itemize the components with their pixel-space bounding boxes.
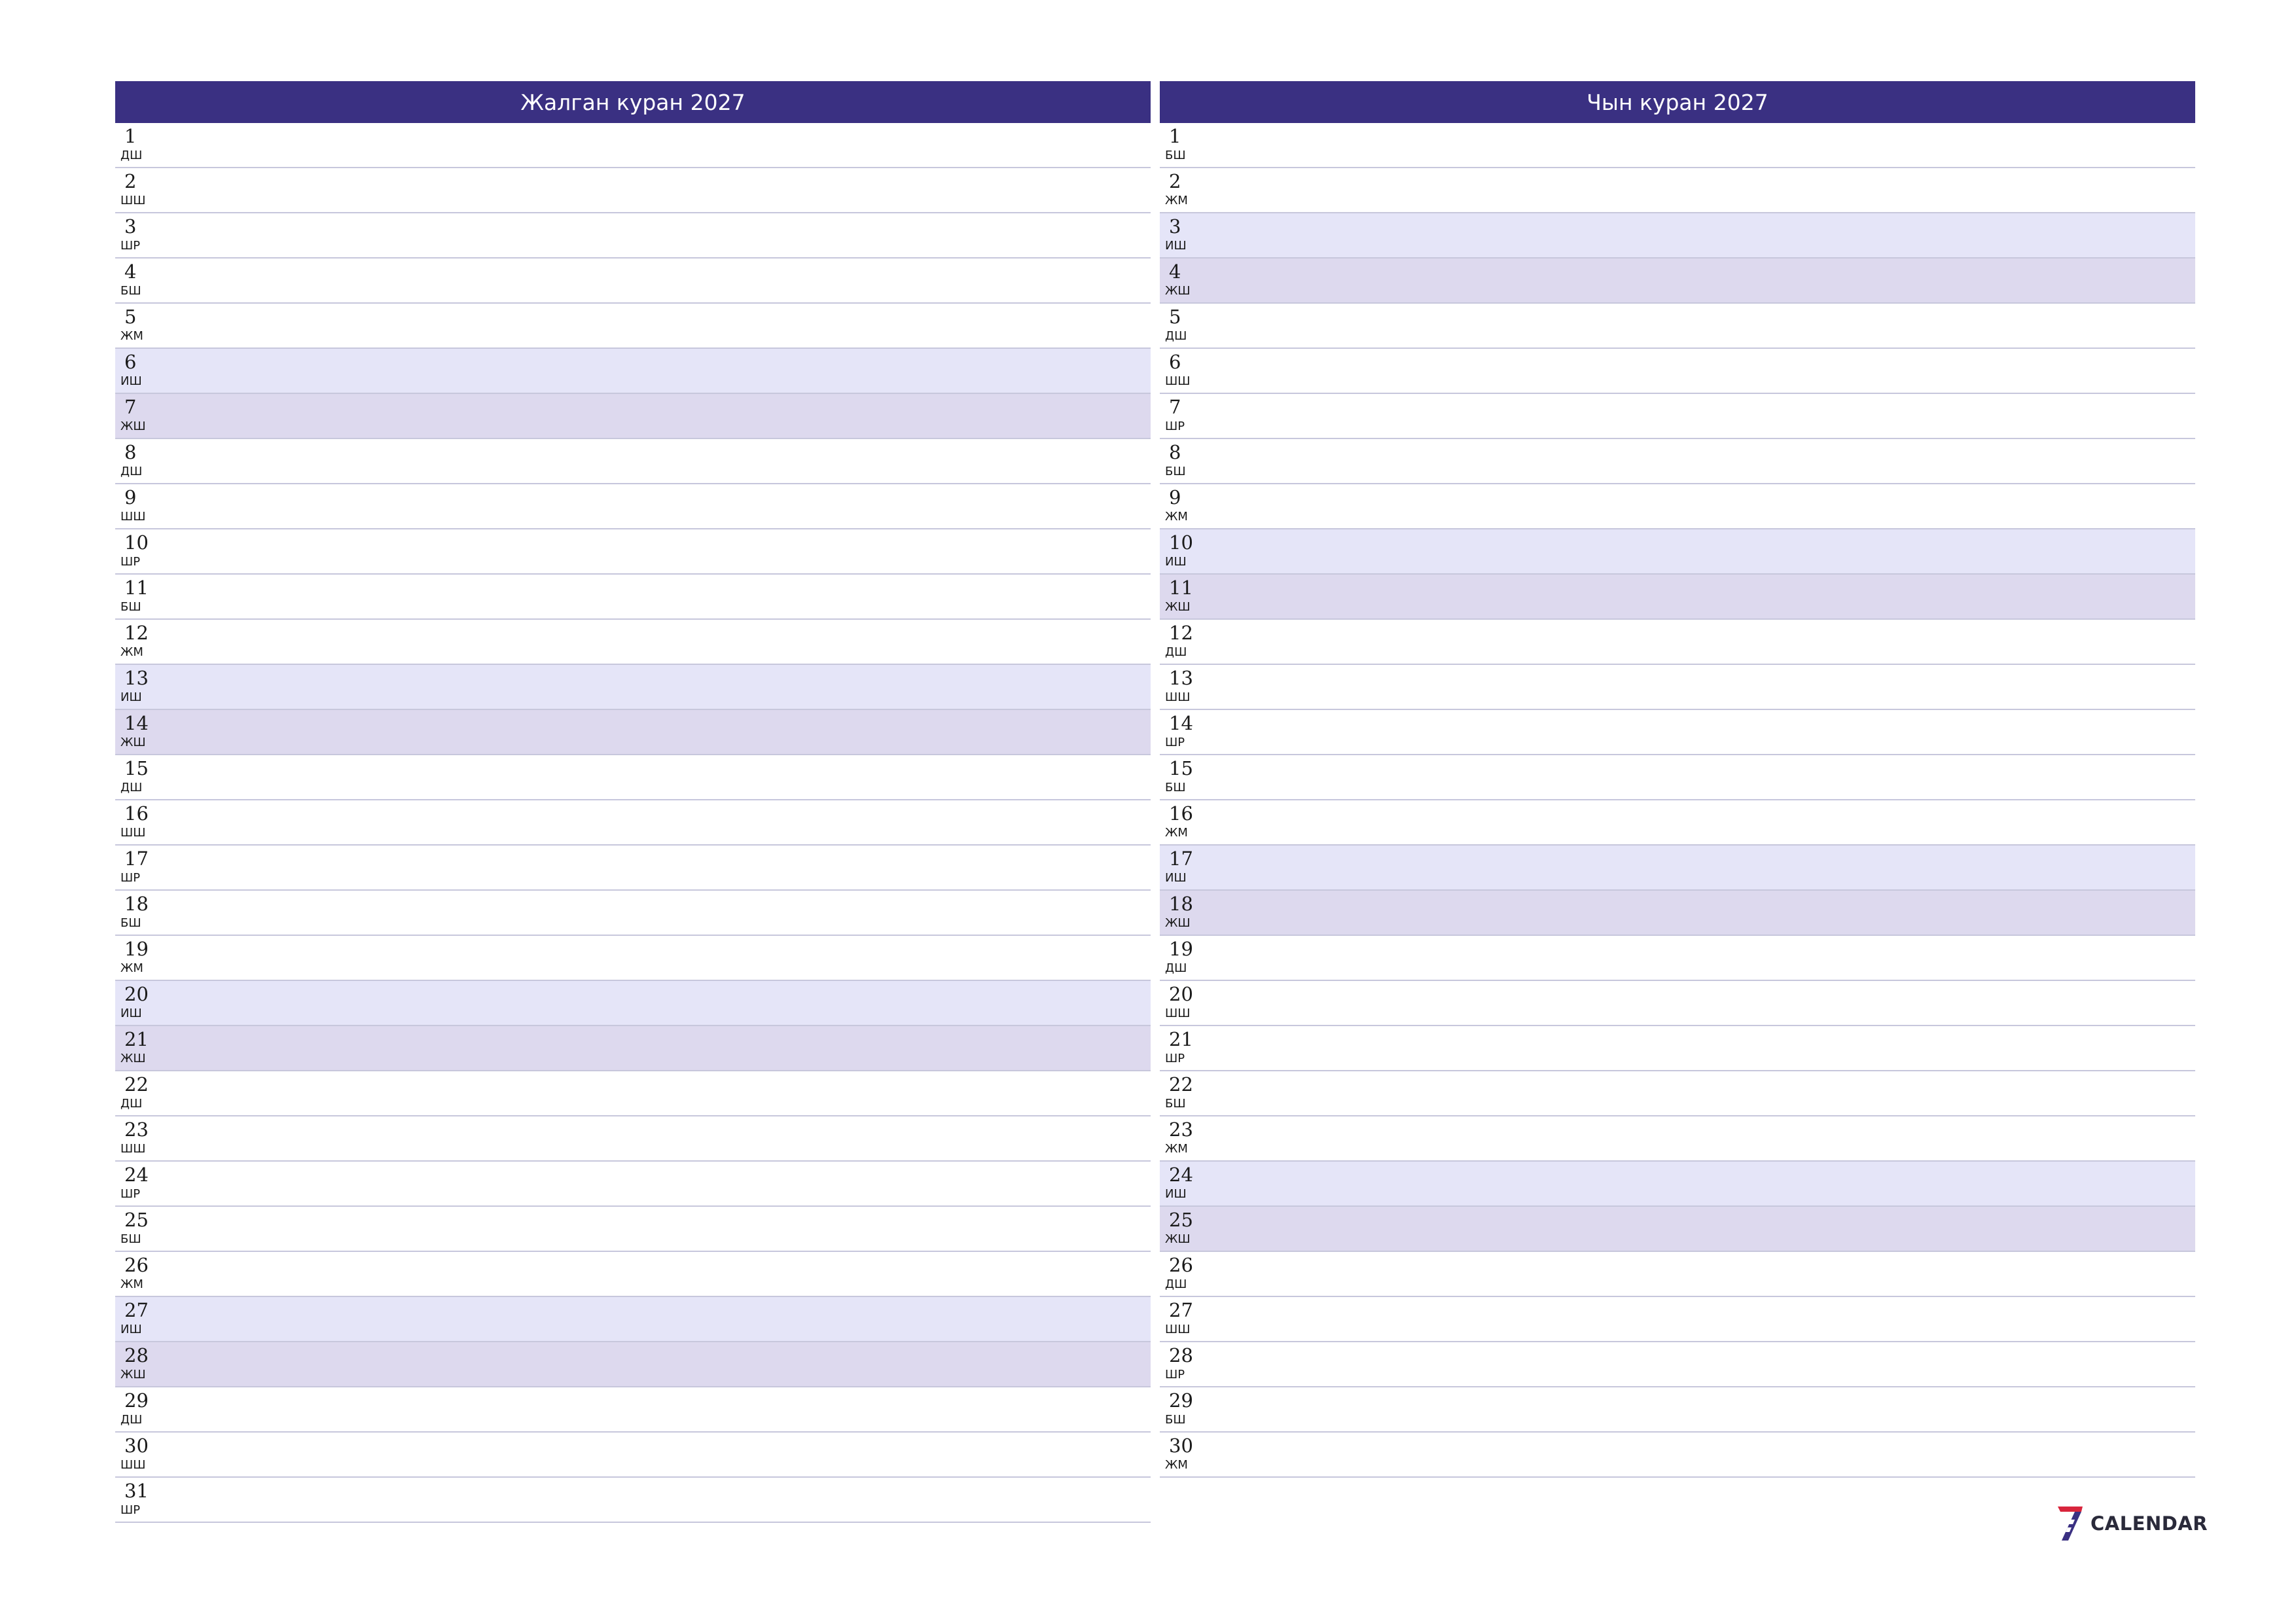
weekday-abbreviation: ИШ [1165,1187,1187,1201]
day-number: 8 [124,441,137,463]
day-number: 31 [124,1480,149,1502]
day-row [115,529,1151,575]
day-number: 7 [124,396,137,418]
weekday-abbreviation: ЖШ [120,419,146,433]
weekday-abbreviation: ДШ [1165,645,1187,659]
day-row [1160,439,2195,484]
day-row [1160,620,2195,665]
weekday-abbreviation: ШР [120,239,141,253]
weekday-abbreviation: ШШ [1165,1323,1191,1336]
day-number: 3 [124,215,137,238]
day-row [115,439,1151,484]
day-row [115,123,1151,168]
day-number: 5 [1169,306,1181,328]
day-row [115,304,1151,349]
weekday-abbreviation: БШ [120,600,141,614]
day-number: 25 [124,1209,149,1231]
day-row [1160,936,2195,981]
weekday-abbreviation: ЖМ [1165,510,1188,524]
day-row [1160,710,2195,755]
logo-text: CALENDAR [2090,1512,2208,1535]
day-row [115,665,1151,710]
day-row [115,1387,1151,1433]
day-row [1160,891,2195,936]
weekday-abbreviation: ШШ [120,1458,146,1472]
day-number: 28 [1169,1344,1193,1366]
day-number: 21 [124,1028,149,1050]
day-number: 19 [124,938,149,960]
day-row [1160,800,2195,846]
weekday-abbreviation: ШР [1165,419,1185,433]
weekday-abbreviation: ШШ [1165,374,1191,388]
day-number: 29 [1169,1389,1193,1412]
day-row [1160,1026,2195,1071]
weekday-abbreviation: ИШ [120,374,142,388]
weekday-abbreviation: ШШ [1165,690,1191,704]
day-number: 20 [124,983,149,1005]
weekday-abbreviation: ШШ [120,826,146,840]
day-row [1160,1297,2195,1342]
weekday-abbreviation: ДШ [120,1413,143,1427]
day-list [115,123,1151,1523]
day-number: 1 [1169,125,1181,147]
day-row [115,168,1151,213]
day-row [1160,259,2195,304]
day-number: 20 [1169,983,1193,1005]
weekday-abbreviation: ШР [1165,736,1185,749]
weekday-abbreviation: ЖШ [1165,1232,1191,1246]
day-number: 14 [1169,712,1193,734]
weekday-abbreviation: ЖШ [1165,600,1191,614]
day-row [1160,665,2195,710]
weekday-abbreviation: ШШ [120,510,146,524]
weekday-abbreviation: ЖМ [120,645,143,659]
day-number: 17 [124,847,149,870]
day-row [1160,755,2195,800]
day-number: 2 [124,170,137,192]
day-row [1160,981,2195,1026]
day-number: 11 [1169,577,1193,599]
weekday-abbreviation: ДШ [120,781,143,794]
day-number: 14 [124,712,149,734]
day-row [1160,394,2195,439]
day-number: 15 [1169,757,1193,779]
day-number: 1 [124,125,137,147]
weekday-abbreviation: ДШ [1165,1277,1187,1291]
day-number: 21 [1169,1028,1193,1050]
day-row [115,259,1151,304]
weekday-abbreviation: ШР [120,555,141,569]
day-number: 7 [1169,396,1181,418]
day-row [1160,213,2195,259]
weekday-abbreviation: ЖМ [1165,1458,1188,1472]
day-row [115,1433,1151,1478]
day-row [115,981,1151,1026]
day-row [115,1207,1151,1252]
weekday-abbreviation: ЖМ [120,1277,143,1291]
day-row [115,1071,1151,1116]
day-number: 28 [124,1344,149,1366]
day-number: 5 [124,306,137,328]
day-row [115,1297,1151,1342]
weekday-abbreviation: ЖШ [1165,916,1191,930]
weekday-abbreviation: ШШ [120,1142,146,1156]
day-list [1160,123,2195,1478]
day-row [115,1478,1151,1523]
day-number: 29 [124,1389,149,1412]
day-row [1160,484,2195,529]
day-row [115,349,1151,394]
day-number: 18 [124,893,149,915]
weekday-abbreviation: ШР [1165,1368,1185,1382]
weekday-abbreviation: ШР [1165,1052,1185,1065]
day-row [115,891,1151,936]
day-number: 22 [1169,1073,1193,1096]
day-number: 16 [1169,802,1193,825]
weekday-abbreviation: БШ [120,284,141,298]
day-row [1160,1071,2195,1116]
brand-logo [2055,1505,2208,1542]
weekday-abbreviation: ИШ [1165,871,1187,885]
weekday-abbreviation: ИШ [1165,555,1187,569]
weekday-abbreviation: ДШ [1165,329,1187,343]
day-row [1160,1162,2195,1207]
day-number: 26 [1169,1254,1193,1276]
day-number: 9 [1169,486,1181,508]
weekday-abbreviation: ЖМ [1165,826,1188,840]
weekday-abbreviation: ДШ [120,149,143,162]
day-row [1160,1207,2195,1252]
day-number: 24 [1169,1164,1193,1186]
day-number: 23 [124,1118,149,1141]
weekday-abbreviation: ДШ [120,1097,143,1111]
day-number: 6 [124,351,137,373]
day-number: 13 [1169,667,1193,689]
month-title: Жалган куран 2027 [115,81,1151,123]
day-row [1160,168,2195,213]
day-row [115,1116,1151,1162]
day-number: 22 [124,1073,149,1096]
weekday-abbreviation: ИШ [120,690,142,704]
weekday-abbreviation: ЖМ [1165,1142,1188,1156]
day-number: 15 [124,757,149,779]
day-number: 26 [124,1254,149,1276]
weekday-abbreviation: БШ [1165,149,1186,162]
day-number: 17 [1169,847,1193,870]
weekday-abbreviation: ИШ [120,1007,142,1020]
day-row [115,846,1151,891]
weekday-abbreviation: ЖШ [120,1052,146,1065]
day-number: 6 [1169,351,1181,373]
day-number: 30 [1169,1435,1193,1457]
weekday-abbreviation: ЖШ [1165,284,1191,298]
seven-calendar-logo-icon [2055,1505,2084,1542]
day-row [115,755,1151,800]
day-row [115,710,1151,755]
day-number: 10 [124,531,149,554]
day-number: 4 [124,260,137,283]
day-number: 24 [124,1164,149,1186]
day-number: 19 [1169,938,1193,960]
weekday-abbreviation: ДШ [1165,961,1187,975]
day-number: 27 [1169,1299,1193,1321]
day-number: 12 [124,622,149,644]
day-row [1160,529,2195,575]
day-row [115,800,1151,846]
day-row [1160,1387,2195,1433]
day-row [1160,1342,2195,1387]
weekday-abbreviation: ИШ [1165,239,1187,253]
weekday-abbreviation: ИШ [120,1323,142,1336]
day-number: 16 [124,802,149,825]
day-number: 30 [124,1435,149,1457]
day-row [1160,304,2195,349]
weekday-abbreviation: ЖШ [120,736,146,749]
day-number: 11 [124,577,149,599]
weekday-abbreviation: ШШ [120,194,146,207]
day-number: 23 [1169,1118,1193,1141]
day-row [1160,1252,2195,1297]
day-row [115,394,1151,439]
weekday-abbreviation: БШ [120,916,141,930]
weekday-abbreviation: БШ [1165,465,1186,478]
day-number: 10 [1169,531,1193,554]
day-row [115,575,1151,620]
day-row [115,213,1151,259]
day-number: 12 [1169,622,1193,644]
day-row [115,1252,1151,1297]
day-row [115,620,1151,665]
day-number: 8 [1169,441,1181,463]
day-row [1160,1116,2195,1162]
weekday-abbreviation: ШР [120,1503,141,1517]
day-number: 9 [124,486,137,508]
weekday-abbreviation: ЖШ [120,1368,146,1382]
weekday-abbreviation: ШШ [1165,1007,1191,1020]
weekday-abbreviation: ШР [120,871,141,885]
day-row [1160,575,2195,620]
day-number: 13 [124,667,149,689]
weekday-abbreviation: ЖМ [120,329,143,343]
day-row [1160,349,2195,394]
day-number: 4 [1169,260,1181,283]
month-panel-right [1160,81,2195,1478]
weekday-abbreviation: ДШ [120,465,143,478]
day-number: 2 [1169,170,1181,192]
weekday-abbreviation: ЖМ [1165,194,1188,207]
weekday-abbreviation: БШ [120,1232,141,1246]
day-row [115,484,1151,529]
weekday-abbreviation: БШ [1165,1413,1186,1427]
day-row [115,1026,1151,1071]
day-row [1160,846,2195,891]
day-row [1160,1433,2195,1478]
day-row [1160,123,2195,168]
day-number: 25 [1169,1209,1193,1231]
day-number: 27 [124,1299,149,1321]
weekday-abbreviation: БШ [1165,781,1186,794]
weekday-abbreviation: БШ [1165,1097,1186,1111]
month-panel-left [115,81,1151,1523]
weekday-abbreviation: ШР [120,1187,141,1201]
day-number: 3 [1169,215,1181,238]
day-row [115,1342,1151,1387]
month-title: Чын куран 2027 [1160,81,2195,123]
day-row [115,1162,1151,1207]
day-number: 18 [1169,893,1193,915]
weekday-abbreviation: ЖМ [120,961,143,975]
day-row [115,936,1151,981]
